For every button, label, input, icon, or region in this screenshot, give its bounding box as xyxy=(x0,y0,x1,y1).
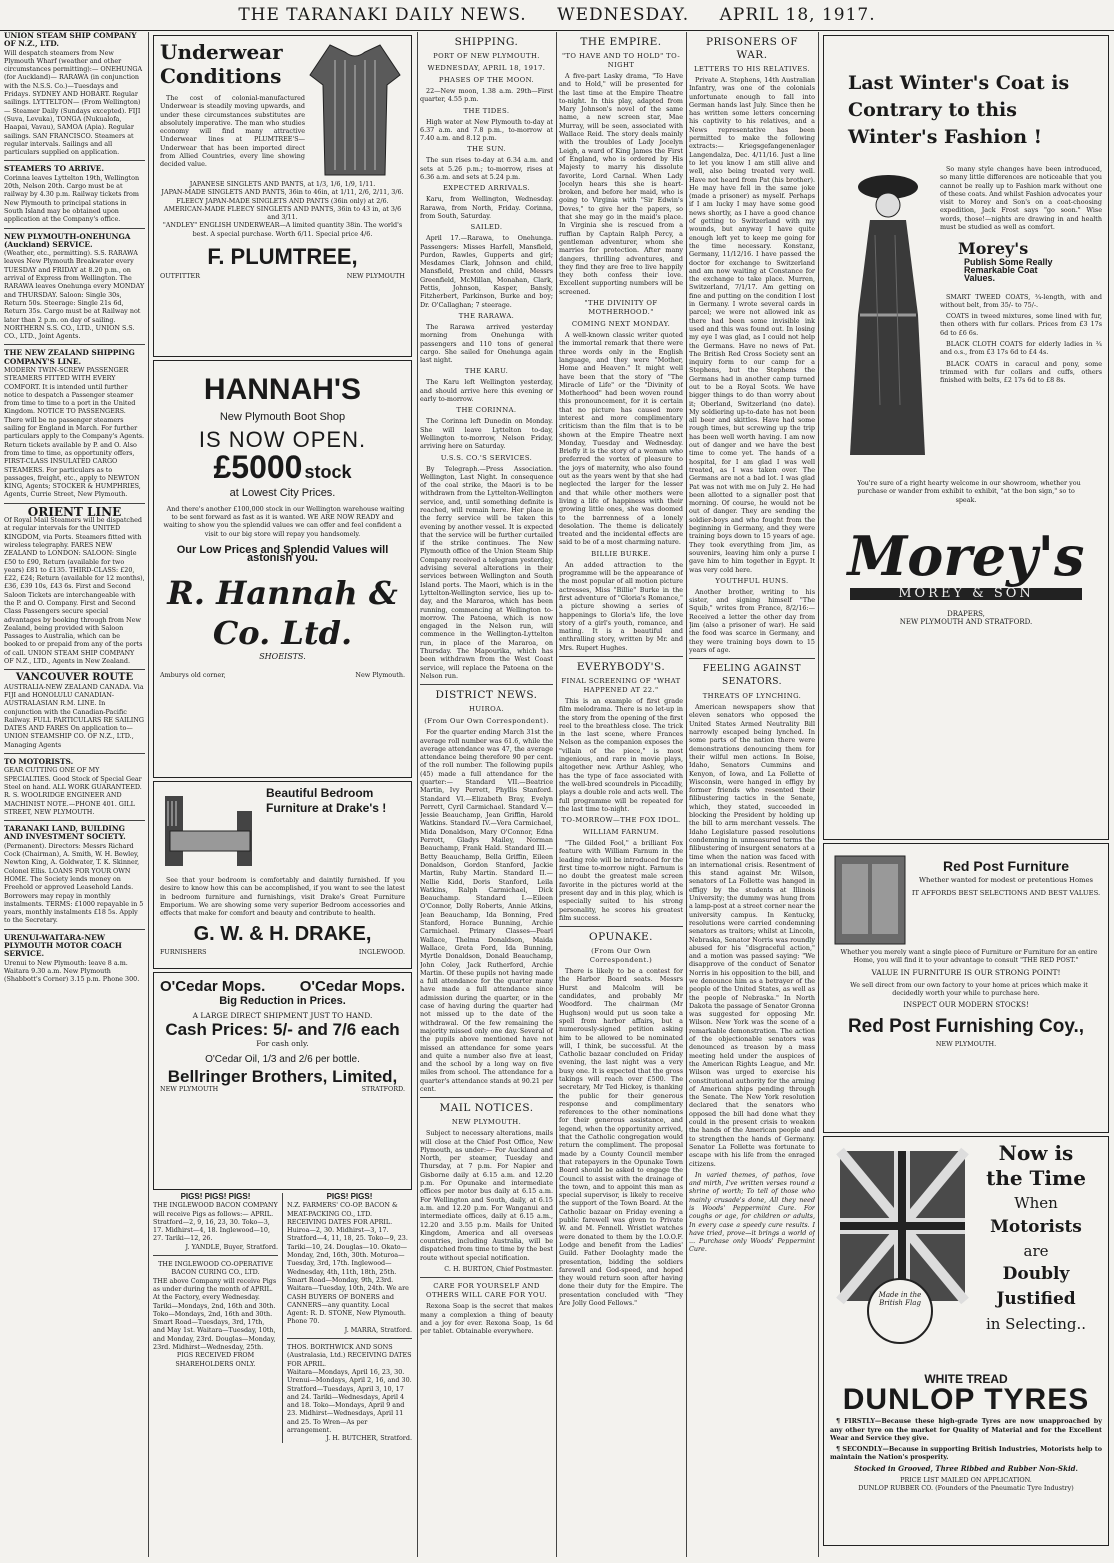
pig-notices-row xyxy=(153,1193,412,1443)
notice-nz-shipping: THE NEW ZEALAND SHIPPING COMPANY'S LINE. MODERN TWIN-SCREW PASSENGER STEAMERS FITTED WITH EVERY COMFORT. It is intended until further notice to despatch a Passenger steamer from time to time to a port in the United Kingdom. NOTICE TO PASSENGERS. There will be no passenger steamers sailing for England in March. For further particulars apply to the Company's Agents. Return tickets available by P. and O. Also from time to time, as opportunity offers, FIRST-CLASS INSULATED CARGO STEAMERS. For particulars as to passages, freight, etc., apply to NEWTON KING, Agents; STOCKER & HUMPHRIES, Agents, Currie Street, New Plymouth. xyxy=(4,348,145,499)
column-rule xyxy=(818,32,819,1557)
section-header: FEELING AGAINST SENATORS. xyxy=(702,664,802,688)
right-ads-column xyxy=(821,32,1111,1557)
notice-steamers-arrive: STEAMERS TO ARRIVE. Corinna leaves Lyttelton 19th, Wellington 20th, Nelson 20th. Cargo must be at railway by 4.30 p.m. Railway tickets from New Plymouth to principal stations in South Island may be obtained upon application at the Company's office. xyxy=(4,164,140,224)
notice-onehunga-service: NEW PLYMOUTH-ONEHUNGA (Auckland) SERVICE. (Weather, etc., permitting). S.S. RARAWA leaves New Plymouth Breakwater every TUESDAY and FRIDAY at 8.20 p.m., on arrival of Express from Wellington. The RARAWA leaves Onehunga every MONDAY and THURSDAY. Saloon: Single 30s, Return 50s. Steerage: Single 21s 6d, Return 35s. Cargo must be at Railway not later than 2 p.m. on day of sailing. NORTHERN S.S. CO., LTD., UNION S.S. CO., LTD., Joint Agents. xyxy=(4,231,145,341)
singlet-illustration-icon xyxy=(305,40,405,180)
notice-union-steam: UNION STEAM SHIP COMPANY OF N.Z., LTD. Will despatch steamers from New Plymouth Wharf (weather and other circumstances permitting):— ONEHUNGA (for Auckland)— RARAWA (in conjunction with the N.S.S. Co.)—Tuesdays and Fridays. SYDNEY AND HOBART. Regular sailings. LYTTELTON— (From Wellington)— Steamer Daily (Sundays excepted). FIJI (Suva, Levuka), TONGA (Nukualofa, Haapai, Vavau), SAMOA (Apia). Regular sailings. SAN FRANCISCO. Steamers at regular intervals. Sailings and all particulars supplied on application. xyxy=(4,32,143,157)
shipping-news-column: SHIPPING. PORT OF NEW PLYMOUTH. WEDNESDAY, APRIL 18, 1917. PHASES OF THE MOON. 22—New moon, 1.38 a.m. 29th—First quarter, 4.55 p.m. THE TIDES. High water at New Plymouth to-day at 6.37 a.m. and 7.8 p.m., to-morrow at 7.40 a.m. and 8.12 p.m. THE SUN. The sun rises to-day at 6.34 a.m. and sets at 5.26 p.m.; to-morrow, rises at 6.36 a.m. and sets at 5.24 p.m. EXPECTED ARRIVALS. Karu, from Wellington, Wednesday. Rarawa, from North, Friday. Corinna, from South, Saturday. SAILED. April 17.—Rarawa, to Onehunga. Passengers: Misses Harfell, Mansfield, Purdon, Rawles, Gupperts and girl; Mesdames Clark, Johnson and child, Mansfield, Preston and child, Messrs Greenfield, McMillan, Monahan, Clark, Pettis, Johnson, Kasper, Bansly, Fitzherbert, Parkinson, Burke and boy; Dr. O'Callaghan; 7 steerage. THE RARAWA. The Rarawa arrived yesterday morning from Onehunga with passengers and 110 tons of general cargo. She sailed for Onehunga again last night. THE KARU. The Karu left Wellington yesterday, and should arrive here this evening or early to-morrow. THE CORINNA. The Corinna left Dunedin on Monday. She will leave Lyttelton to-day, Wellington to-morrow, Nelson Friday, arriving here on Saturday. U.S.S. CO.'S SERVICES. By Telegraph.—Press Association. Wellington, Last Night. In consequence of the coal strike, the Maori is to be withdrawn from the Lyttelton-Wellington service, and, until something definite is reached, will remain here. Her place in the ferry service will be taken this evening by another vessel. It is expected that the service will be further curtailed if the strike continues. The New Plymouth office of the Union Steam Ship Company received a telegram yesterday, advising several alterations in their services between Wellington and South Island ports. The Maori, which is in the Lyttelton-Wellington service, lies up to-day, and the Mararoa, which has been running, commencing at Wellington to-morrow. The Patoena, which is now engaged in the Nelson run, will commence in the Wellington-Lyttelton run, in place of the Mararoa, on Thursday. The Mapourika, which has been withdrawn from the West Coast service, will replace the Patoena on the Nelson run. DISTRICT NEWS. HUIROA. (From Our Own Correspondent). For the quarter ending March 31st the average roll number was 61.6, while the average attendance was 47, the average attendance being therefore 90 per cent. of the roll number. The following pupils (45) made a full attendance for the quarter:— Standard VII.—Beatrice Martin, Ivy Perrett, Phyllis Stanford. Standard VI.—Elizabeth Bray, Evelyn Perrett, Cyril Carmichael. Standard V.—Jessie Beauchamp, Jean Griffin, Harold Watkins. Standard IV.—Vera Carmichael, Mida Donaldson, Mary O'Connor, Edna Perrott, Gladys Mailey, Norman Beauchamp, Frank Hald. Standard III.—Betty Beauchamp, Bella Griffin, Eileen Donaldson, Gordon Stanford, Jackie Martin, Ruby Martin. Standard II.—Nellie Kidd, Doris Stanford, Leila Watkins, Ralph Carmichael, Dick Beauchamp. Standard I.—Eileen O'Connor, Dolly Roberts, Annie Atkins, Jean Beauchamp, Ida Bonning, Fred Stanford, Horace Bunning, Archie Carmichael. Primary Classes—Pearl Wallace, Thelma Donaldson, Maida Wallace, Greta Ford, Ida Bunning, Myrtle Donaldson, Donald Beauchamp, John Coley, Jack Rutherford, Archie Martin. Of these pupils not having made a full attendance for the quarter many have made a full attendance since admission during the quarter, or in the case of having during the quarter had not missed up to the date of the withdrawal. Of the few remaining the majority missed only one day. Several of the pupils above mentioned have not missed an attendance for some years and quite a number also five at least, and the school by a long way on five miles from school. The attendance for a quarter's attendance stands at 90.21 per cent. MAIL NOTICES. NEW PLYMOUTH. Subject to necessary alterations, mails will close at the Chief Post Office, New Plymouth, as under:— For Auckland and North, per steamer, Tuesday and Thursday, at 7 p.m. For Napier and Gisborne daily at 6.15 a.m. and 12.20 p.m. For Opunake and intermediate offices per motor bus daily at 6.15 a.m. For Wellington and South, daily, at 6.15 a.m. and 12.20 p.m. For Wanganui and intermediate offices, daily at 6.15 a.m., 12.20 and 3.55 p.m. Mails for United Kingdom, America and all overseas countries, including Australia, will be dispatched from time to time by the best route without special notification. C. H. BURTON, Chief Postmaster. CARE FOR YOURSELF AND OTHERS WILL CARE FOR YOU. Rexona Soap is the secret that makes many a complexion a thing of beauty and a joy for ever. Rexona Soap, 1s 6d per tablet. Obtainable everywhere. xyxy=(420,36,553,1336)
masthead-date: APRIL 18, 1917. xyxy=(719,5,876,25)
section-header: PRISONERS OF WAR. xyxy=(705,36,799,61)
section-header: EVERYBODY'S. xyxy=(576,661,666,673)
section-header: OPUNAKE. xyxy=(589,931,653,944)
column-rule xyxy=(148,32,149,1557)
notice-land-society: TARANAKI LAND, BUILDING AND INVESTMENT SOCIETY. (Permanent). Directors: Messrs Richard Cock (Chairman), A. Smith, W. H. Bewley, Newton King, A. Goldwater, T. K. Skinner, Colonel Ellis. LOANS FOR YOUR OWN HOME. The Society lends money on Freehold or approved Leasehold Lands. Borrowers may repay in monthly instalments. TERMS: £1000 repayable in 5 years, monthly instalments £18 5s. Apply to the Secretary. xyxy=(4,824,144,925)
morey-coats-ad: Last Winter's Coat is Contrary to this Winter's Fashion ! So many style changes have been introduced, so many little differences are noticeable that you cannot be really up to Fashion mark without one of these coats. And whilst Fashion advocates your visit to Morey and Son's on a coat-choosing expedition, Jack Frost says "go soon." Wise words, those!—nights are drawing in and health must be studied as well as comfort. Morey's Publish Some Really Remarkable Coat Values. SMART TWEED COATS, ¾-length, with and without belt, from 35/- to 75/-. COATS in tweed mixtures, some lined with fur, then others with fur collars. Prices from £3 17s 6d to £6 6s. BLACK CLOTH COATS for elderly ladies in ¾ and o.s., from £3 17s 6d to £4 4s. BLACK COATS in caracul and pony, some trimmed with fur collars and cuffs, others finished with belts, £2 17s 6d to £8 8s. You're sure of a right hearty welcome in our showroom, whether you purchase or wander from exhibit to exhibit, "at the bon sign," so to speak. Morey's MOREY & SON DRAPERS, NEW PLYMOUTH AND STRATFORD. xyxy=(823,35,1109,840)
notice-orient-line: ORIENT LINE Of Royal Mail Steamers will be dispatched at regular intervals for the UNITED KINGDOM, via Ports. Steamers fitted with wireless telegraphy. FARES NEW ZEALAND to LONDON: SALOON: Single £50 to £90, Return (available for two years) £81 to £135. THIRD-CLASS: £20, £22, £24; Return (available for 12 months), £36, £39 10s, £43 6s. First and Second Saloon Tickets are interchangeable with the P. and O. Company. First and Second Class Passengers secure special advantages by booking through from New Zealand, being provided with Saloon Passages to Australia, which can be booked to or prepaid from any of the ports of call. UNION STEAM SHIP COMPANY OF N.Z., LTD., Agents in New Zealand. xyxy=(4,504,145,666)
wardrobe-illustration-icon xyxy=(830,848,910,948)
section-header: DISTRICT NEWS. xyxy=(435,689,538,702)
column-rule xyxy=(417,32,418,1557)
pigs-notice-left: PIGS! PIGS! PIGS! THE INGLEWOOD BACON COMPANY will receive Pigs as follows:— APRIL. Stratford—2, 9, 16, 23, 30. Toko—3, 17. Midhirst—4, 18. Inglewood—10, 27. Tariki—12, 26. J. YANDLE, Buyer, Stratford. THE INGLEWOOD CO-OPERATIVE BACON CURING CO., LTD. THE above Company will receive Pigs as under during the month of APRIL. At the Factory, every Wednesday. Tariki—Mondays, 2nd, 16th and 30th. Toko—Mondays, 2nd, 16th and 30th. Smart Road—Tuesdays, 3rd, 17th, and May 1st. Waitara—Tuesday, 10th, and Monday, 23rd. Douglas—Monday, 23rd. Midhirst—Wednesday, 25th. PIGS RECEIVED FROM SHAREHOLDERS ONLY. xyxy=(153,1192,278,1368)
masthead-day: WEDNESDAY. xyxy=(557,5,690,25)
masthead-title: THE TARANAKI DAILY NEWS. xyxy=(238,5,527,25)
column-rule xyxy=(556,32,557,1557)
hannahs-boot-shop-ad: HANNAH'S New Plymouth Boot Shop IS NOW OPEN. £5000 stock at Lowest City Prices. And there's another £100,000 stock in our Wellington warehouse waiting to be sent forward as fast as it is wanted. WE ARE NOW READY and waiting to show you the splendid values we can offer and feel confident a visit to our big store will repay you handsomely. Our Low Prices and Splendid Values will astonish you. R. Hannah & Co. Ltd. SHOEISTS. Amburys old corner, New Plymouth. xyxy=(153,360,412,778)
section-header: THE EMPIRE. xyxy=(580,36,662,48)
column-rule xyxy=(686,32,687,1557)
drake-furniture-ad: Beautiful Bedroom Furniture at Drake's ! See that your bedroom is comfortably and daintily furnished. If you desire to know how this can be accomplished, if you want to see the latest in bedroom furniture and furnishings, visit Drake's Great Furniture Emporium. We are showing some very superior Bedroom accessories and effects that make for comfort and beauty and contribute to health. G. W. & H. DRAKE, FURNISHERS INGLEWOOD. xyxy=(153,781,412,969)
empire-news-column: THE EMPIRE. "TO HAVE AND TO HOLD" TO-NIGHT A five-part Lasky drama, "To Have and to Hold," will be presented for the last time at the Empire Theatre to-night. In this play, adapted from Mary Johnson's novel of the same name, a new screen star, Mae Murray, will be seen, associated with Wallace Reid. The story deals mainly with the troubles of Lady Jocelyn Leigh, a ward of King James the First of England, who is ordered by His Majesty to marry his dissolute favorite, Lord Carnal. When Lady Jocelyn hears this she is heart-broken, and before her maid, who is going to Virginia with "Sir Edwin's Doves," to give her the papers, so that she may go in the maid's place. In Virginia she is rescued from a ruffian by Captain Ralph Percy, a gentleman adventurer, whom she marries for protection. After many dangers, thrilling adventures, and they find they are free to live happily they both confess their love. Excellent supporting numbers will be screened. "THE DIVINITY OF MOTHERHOOD." COMING NEXT MONDAY. A well-known classic writer quoted the immortal remark that there were three words only in the English language, and they were "Mother, Home and Heaven." It might well have been that the story of "The Miracle of Life" or the "Divinity of Motherhood" had been woven round this pronouncement, for it is certain that no picture has caused more interest and more complimentary criticism than the film that is to be shown at the Empire Theatre next Monday, Tuesday and Wednesday. Briefly it is the story of a woman who preferred the vortex of pleasure to the joys of maternity, who also found out as the years went by that she had neglected the larger for the lesser and that while other mothers were living a life of happiness with their growing little ones, she was doomed to the barrenness of a lonely desolation. The theme is delicately treated and the incidental effects are said to be of a most charming nature. BILLIE BURKE. An added attraction to the programme will be the appearance of the most popular of all motion picture actresses, Miss "Billie" Burke in the first adventure of "Gloria's Romance," a picture showing a series of happenings to Gloria's life, the love story of a girl's youth, romance, and mating. It is a beautiful and enthralling story, written by Mr. and Mrs. Rupert Hughes. EVERYBODY'S. FINAL SCREENING OF "WHAT HAPPENED AT 22." This is an example of first grade film melodrama. There is no let-up in the story from the opening of the first reel to the breathless close. The trick in the last scene, where Frances Nelson as the companion exposes the "villain of the piece," is most ingenious, and rare in movie plays, altogether new. Arthur Ashley, who has the type of face associated with the well-bred scoundrels in Piccadilly, plays a double role and acts well. The full programme will be repeated for the last time to-night. TO-MORROW—THE FOX IDOL. WILLIAM FARNUM. "The Gilded Fool," a brilliant Fox feature with William Farnum in the leading role will be introduced for the first time to-morrow night. Farnum is no doubt the greatest male screen favorite in the pictures world at the present day and in this play, which is especially suited to his strong personality, he scores his greatest film success. OPUNAKE. (From Our Own Correspondent.) There is likely to be a contest for the Harbor Board seats. Messrs Hurst and Malcolm will be candidates, and probably Mr Woodford. The chairman (Mr Hughson) would put us soon take a spell from harbor affairs, but a numerously-signed petition asking him to be allowed to be nominated will, I think, be successful. At the Catholic bazaar concluded on Friday evening, the last night was a very busy one. It is expected that the gross takings will reach over £500. The secretary, Mr Ted Hickey, is thanking the public for their generous response and complimentary references to the other nominations for their generous assistance, and legend, when the opportunity arrived, that the Catholic congregation would return the compliment. The proposal made by a County Council member that ratepayers in the Opunake Town Board should be asked to engage the Council to assist with the drainage of the town, and to appoint this man as special supervisor, is likely to receive the support of the Town Board. At the Catholic bazaar on Friday evening a public farewell was given to Private W. and M. Fennell. Wristlet watches were donated to them by the I.O.O.F. Lodge and benefit from the Ladies' Guild. Father Doolaghty made the presentation, bidding the soldiers farewell and God-speed, and hoped they would return soon after having done their duty for the Empire. The presentation concluded with "They Are Jolly Good Fellows." xyxy=(559,36,683,1307)
union-flag-icon xyxy=(830,1141,970,1371)
section-header: SHIPPING. xyxy=(454,36,519,48)
red-post-furniture-ad: Red Post Furniture Whether wanted for modest or pretentious Homes IT AFFORDS BEST SELECTIONS AND BEST VALUES. Whether you merely want a single piece of Furniture or Furniture for an entire Home, you will find it to your advantage to consult "THE RED POST." VALUE IN FURNITURE IS OUR STRONG POINT! We sell direct from our own factory to your home at prices which make it decidedly worth your while to purchase here. INSPECT OUR MODERN STOCKS! Red Post Furnishing Coy., NEW PLYMOUTH. xyxy=(823,843,1109,1133)
ocedar-mops-ad: O'Cedar Mops. O'Cedar Mops. Big Reduction in Prices. A LARGE DIRECT SHIPMENT JUST TO HAND. Cash Prices: 5/- and 7/6 each For cash only. O'Cedar Oil, 1/3 and 2/6 per bottle. Bellringer Brothers, Limited, NEW PLYMOUTH STRATFORD. xyxy=(153,972,412,1190)
dunlop-tyres-ad: Made in the British Flag Now is the Time When Motorists are Doubly Justified in Selecting.. WHITE TREAD DUNLOP TYRES ¶ FIRSTLY—Because these high-grade Tyres are now unapproached by any other tyre on the market for Quality of Material and for the Excellent Wear and Service they give. ¶ SECONDLY—Because in supporting British Industries, Motorists help to maintain the Nation's prosperity. Stocked in Grooved, Three Ribbed and Rubber Non-Skid. PRICE LIST MAILED ON APPLICATION. DUNLOP RUBBER CO. (Founders of the Pneumatic Tyre Industry) xyxy=(823,1136,1109,1546)
shipping-notices-column xyxy=(4,32,145,1557)
notice-gear-cutting: TO MOTORISTS. GEAR CUTTING ONE OF MY SPECIALTIES. Good Stock of Special Gear Steel on hand. ALL WORK GUARANTEED. R. S. WOOLRIDGE ENGINEER AND MACHINIST NOTE.—PHONE 401. GILL STREET, NEW PLYMOUTH. xyxy=(4,757,142,816)
lady-in-coat-illustration-icon xyxy=(830,165,940,465)
bed-illustration-icon xyxy=(160,786,260,876)
display-ads-column xyxy=(151,32,414,1557)
section-header: MAIL NOTICES. xyxy=(439,1102,534,1115)
pigs-notice-right: PIGS! PIGS! N.Z. FARMERS' CO-OP. BACON & MEAT-PACKING CO., LTD. RECEIVING DATES FOR APRIL. Huiroa—2, 30. Midhirst—3, 17. Stratford—4, 11, 18, 25. Toko—9, 23. Tariki—10, 24. Douglas—10. Okato—Monday, 2nd, 16th, 30th. Moturoa—Tuesday, 3rd, 17th. Inglewood—Wednesday, 4th, 11th, 18th, 25th. Smart Road—Monday, 9th, 23rd. Waitara—Tuesday, 10th, 24th. We are CASH BUYERS OF BONERS and CANNERS—any quantity. Local Agent: R. D. STONE, New Plymouth. Phone 70. J. MARRA, Stratford. THOS. BORTHWICK AND SONS (Australasia, Ltd.) RECEIVING DATES FOR APRIL. Waitara—Mondays, April 16, 23, 30. Urenui—Mondays, April 2, 16, and 30. Stratford—Tuesdays, April 3, 10, 17 and 24. Tariki—Wednesdays, April 4 and 18. Toko—Mondays, April 9 and 23. Midhirst—Wednesdays, April 11 and 25. To Wren—As per arrangement. J. H. BUTCHER, Stratford. xyxy=(282,1193,412,1443)
prisoners-news-column: PRISONERS OF WAR. LETTERS TO HIS RELATIVES. Private A. Stephens, 14th Australian Infantry, was one of the colonials unfortunate enough to fall into German hands last July. Since then he has written some letters concerning his captivity to his relatives, and a News representative has been permitted to make the following extracts:— Kriegsgefangenenlager Langendalza, Dec. 4/11/16. Just a line to let you know I am still alive and well, also being treated very well. Have not heard from Pat (his brother). He may have fell in the same joke (made a prisoner) as myself. Perhaps if I am lucky I may have some good news shortly, as I have a good chance of getting to Switzerland with my wounds, but anyway I have quite enough left yet to keep me going for the time necessary. Konstanz, Germany, 11/12/16. I have passed the doctor for exchange to Switzerland and am now waiting at Constance for the exchange to take place. Murren, Switzerland, 7/1/17. Am getting on fine and putting on the condition I lost in Germany. I wrote several cards in parcel; we were not allowed ink as there had been some invisible ink used and this was found out. In losing my eye I was glad, as I could not help the Germans. Have no news of Pat. The British Red Cross Society sent an inquiry form to our camp for a Stephens, but the Stephens the Germans had in another camp turned out to be a Royal Scots. We have bigger things to do than worry about it; Oberland, Switzerland (no date). My soldiering up-to-date has not been all beer and skittles. Have had some rough times, but screwing up the trip has been well worth having. I am now out of danger and we have the best time to come yet. The hands of a hospital, for I am glad I was well treated, as I was taken over. The Germans are not a bad lot. I was glad Pat was not with me on July 2. He had been allotted to a signaller post that morning. Of course, he would not be out of danger. They are sending the soldier-boys and who fought from the beginning in Germany, and they were training boys down to 15 years of age. They took everything from Jim, as souvenirs, leaving him only a purse I gave him to him together in Egypt. It was very cold here. YOUTHFUL HUNS. Another brother, writing to his sister, and signing himself "The Squib," writes from France, 8/2/16:—Received a letter the other day from Jim (also a prisoner of war). He said the food was scarce in Germany, and they were training boys down to 15 years of age. FEELING AGAINST SENATORS. THREATS OF LYNCHING. American newspapers show that eleven senators who opposed the United States Armed Neutrality Bill narrowly escaped being lynched. In some parts of the nation there were demonstrations denouncing them for their wilful men actions. In Boise, Idaho, Senators Cummins and Kenyon, of Iowa, and La Follette of Wisconsin, were hanged in effigy by former friends who resented their filibustering tactics in the Senate, which, they stated, succeeded in blocking the President by holding up the bill to arm merchant vessels. The Idaho Legislature passed resolutions condemning in unmeasured terms the filibustering of insurgent senators at a time when the nation was faced with an international crisis. Resentment of this stand against Mr. Wilson, senators of La Follette was hanged in effigy by the students at Illinois University; the dummy was hung from a lamp-post at a street corner near the university campus. In Kentucky, resolutions were carried condemning senators as traitors; whilst at Lincoln, Nebraska, Senator Norris was roundly abused for his "disgraceful action," and a motion was passed saying: "We disapprove of the conduct of Senator Norris in his opposition to the bill, and we denounce him as a betrayer of the people of the United States, as well as the people of Nebraska." In North Dakota the passage of Senator Gronna was suggested for opposing Mr. Wilson. New York was the scene of a remarkable demonstration. The action of the objectionable senators was denounced as treason by a mass meeting held under the auspices of the American Rights League, and Mr. Wilson was urged to exercise his constitutional authority for the arming of American ships pending through the Senate. The New York resolution declared that the senators who opposed the bill had done what they could in the present crisis to weaken the hands of the American people and to strengthen the hands of Germany. Senator La Follette was fortunate to escape with his life from the enraged citizens. In varied themes, of pathos, love and mirth, I've written verses round a shrine of worth; To tell of those who mainly crusade's done, All they need is Woods' Peppermint Cure. For coughs or age, for children or adults, In every case a speedy cure results. I have tried, prove—it brings a world of ... Purchase only Woods' Peppermint Cure. xyxy=(689,36,815,1254)
notice-vancouver-route: VANCOUVER ROUTE AUSTRALIA-NEW ZEALAND CANADA. Via FIJI and HONOLULU CANADIAN-AUSTRALASIAN R.M. LINE. In conjunction with the Canadian-Pacific Railway. FULL PARTICULARS RE SAILING DATES AND FARES On application to— UNION STEAMSHIP CO. OF N.Z., LTD., Managing Agents xyxy=(4,672,144,749)
plumtree-underwear-ad: Underwear Conditions The cost of colonial-manufactured Underwear is steadily moving upwards, and under these circumstances substitutes are absolutely imperative. The man who studies economy will find many attractive Underwear lines at PLUMTREE'S—Underwear that has been imported direct from Allied Countries, every line showing decided value. JAPANESE SINGLETS AND PANTS, at 1/3, 1/6, 1/9, 1/11. JAPAN-MADE SINGLETS AND PANTS, 36in to 46in, at 1/11, 2/6, 2/11, 3/6. FLEECY JAPAN-MADE SINGLETS AND PANTS (36in only) at 2/6. AMERICAN-MADE FLEECY SINGLETS AND PANTS, 36in to 43 in, at 3/6 and 3/11. "ANDLEY" ENGLISH UNDERWEAR—A limited quantity 38in. The world's best. A special purchase. Worth 6/11. Special price 4/6. F. PLUMTREE, OUTFITTER NEW PLYMOUTH xyxy=(153,35,412,357)
masthead xyxy=(0,0,1114,31)
notice-motor-coach: URENUI-WAITARA-NEW PLYMOUTH MOTOR COACH SERVICE. Urenui to New Plymouth: leave 8 a.m. Waitara 9.30 a.m. New Plymouth (Shabbott's Corner) 3.15 p.m. Phone 300. xyxy=(4,932,140,984)
